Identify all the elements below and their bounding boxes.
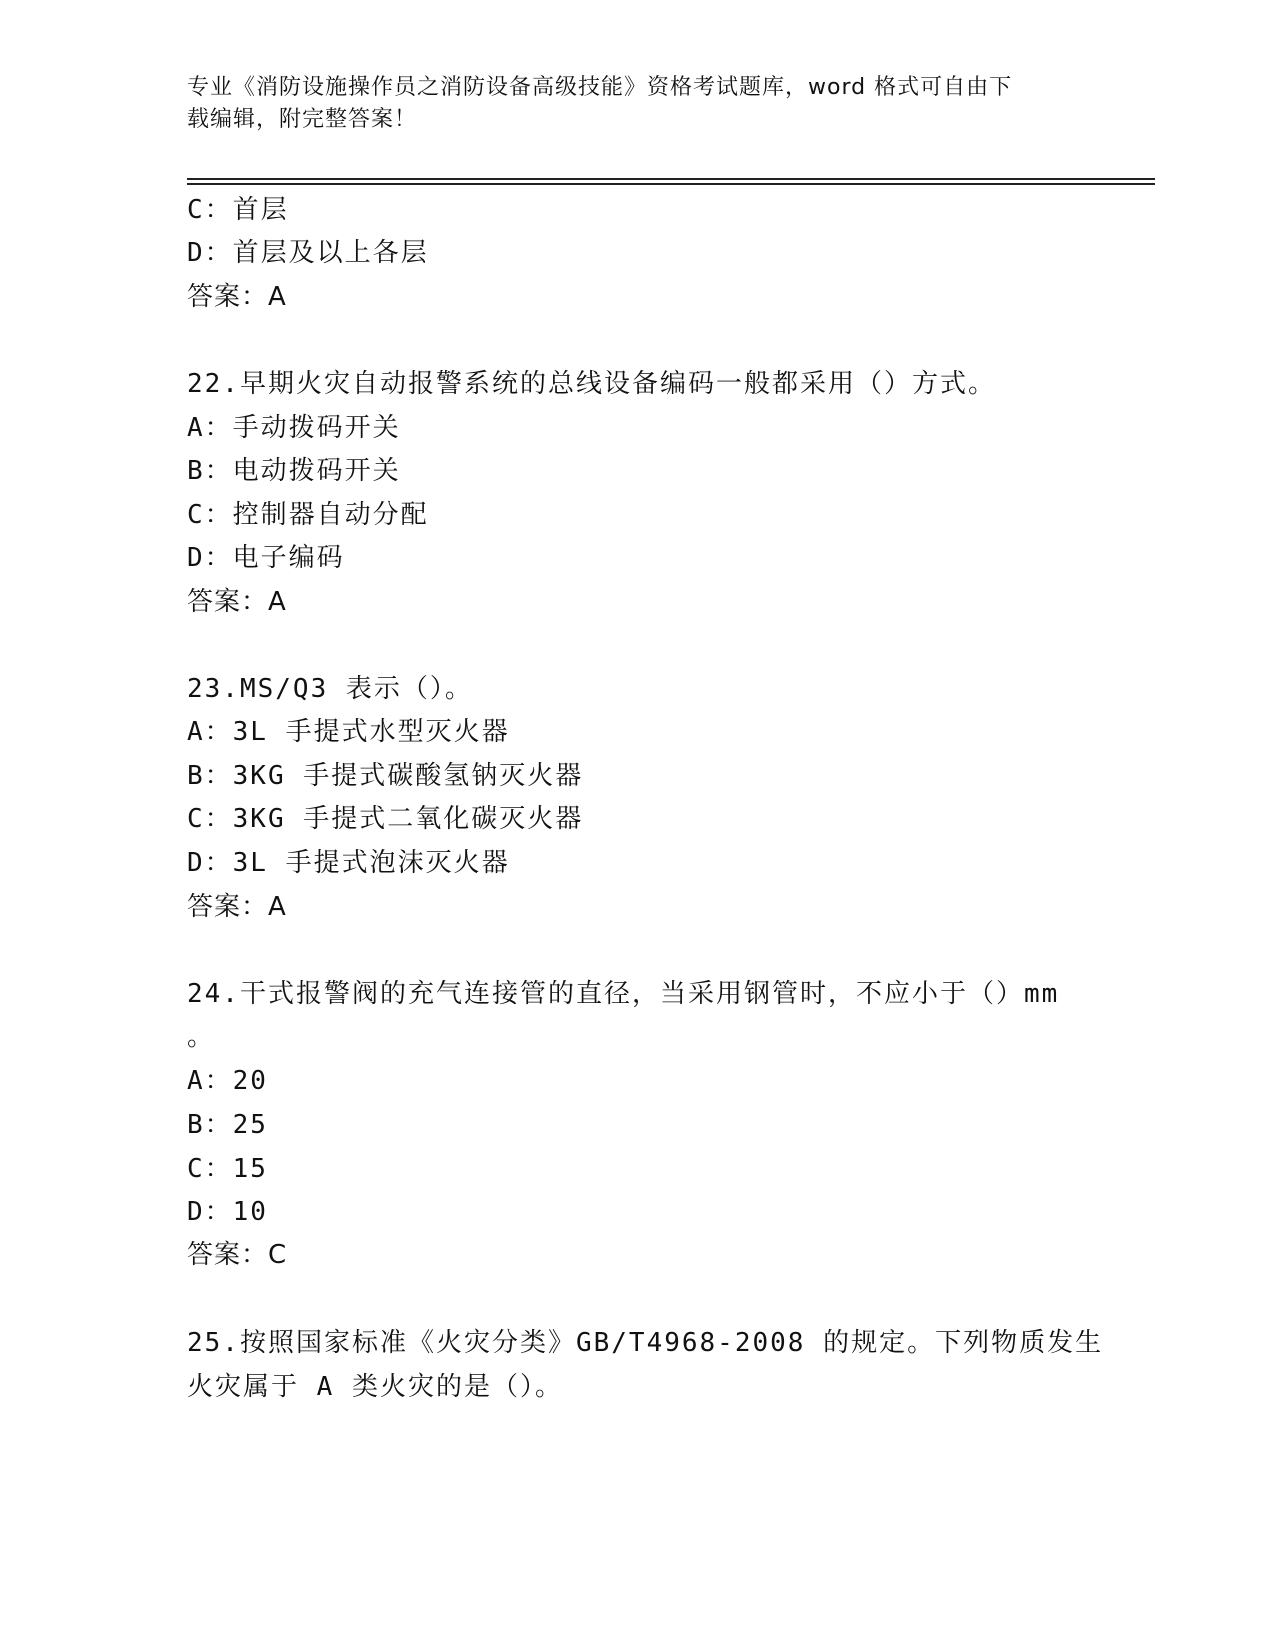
q23-question: 23.MS/Q3 表示（）。 <box>187 674 473 704</box>
q24-option-c: C：15 <box>187 1154 268 1184</box>
q22-option-b: B：电动拨码开关 <box>187 456 401 486</box>
q24-option-b: B：25 <box>187 1110 268 1140</box>
q24-question-line-2: 。 <box>187 1022 216 1052</box>
header-divider-bottom <box>187 183 1155 185</box>
q22-option-c: C：控制器自动分配 <box>187 500 429 530</box>
header-line-2: 载编辑，附完整答案！ <box>187 107 418 132</box>
q24-option-d: D：10 <box>187 1197 268 1227</box>
q24-option-a: A：20 <box>187 1066 268 1096</box>
q21-option-d: D：首层及以上各层 <box>187 238 429 268</box>
q22-question: 22.早期火灾自动报警系统的总线设备编码一般都采用（）方式。 <box>187 369 996 399</box>
q25-question-line-1: 25.按照国家标准《火灾分类》GB/T4968-2008 的规定。下列物质发生 <box>187 1328 1104 1358</box>
q23-option-c: C：3KG 手提式二氧化碳灭火器 <box>187 804 584 834</box>
q21-answer: 答案：A <box>187 282 287 312</box>
q22-option-d: D：电子编码 <box>187 543 345 573</box>
q22-answer: 答案：A <box>187 587 287 617</box>
q23-option-d: D：3L 手提式泡沫灭火器 <box>187 848 510 878</box>
q24-answer: 答案：C <box>187 1240 288 1270</box>
q23-option-a: A：3L 手提式水型灭火器 <box>187 717 510 747</box>
q23-answer: 答案：A <box>187 892 287 922</box>
header-line-1: 专业《消防设施操作员之消防设备高级技能》资格考试题库，word 格式可自由下 <box>187 75 1013 100</box>
q21-option-c: C：首层 <box>187 195 289 225</box>
q22-option-a: A：手动拨码开关 <box>187 413 401 443</box>
q24-question-line-1: 24.干式报警阀的充气连接管的直径，当采用钢管时，不应小于（）mm <box>187 979 1060 1009</box>
q23-option-b: B：3KG 手提式碳酸氢钠灭火器 <box>187 761 584 791</box>
header-divider-top <box>187 178 1155 180</box>
q25-question-line-2: 火灾属于 A 类火灾的是（）。 <box>187 1372 563 1402</box>
document-header <box>187 72 1067 136</box>
